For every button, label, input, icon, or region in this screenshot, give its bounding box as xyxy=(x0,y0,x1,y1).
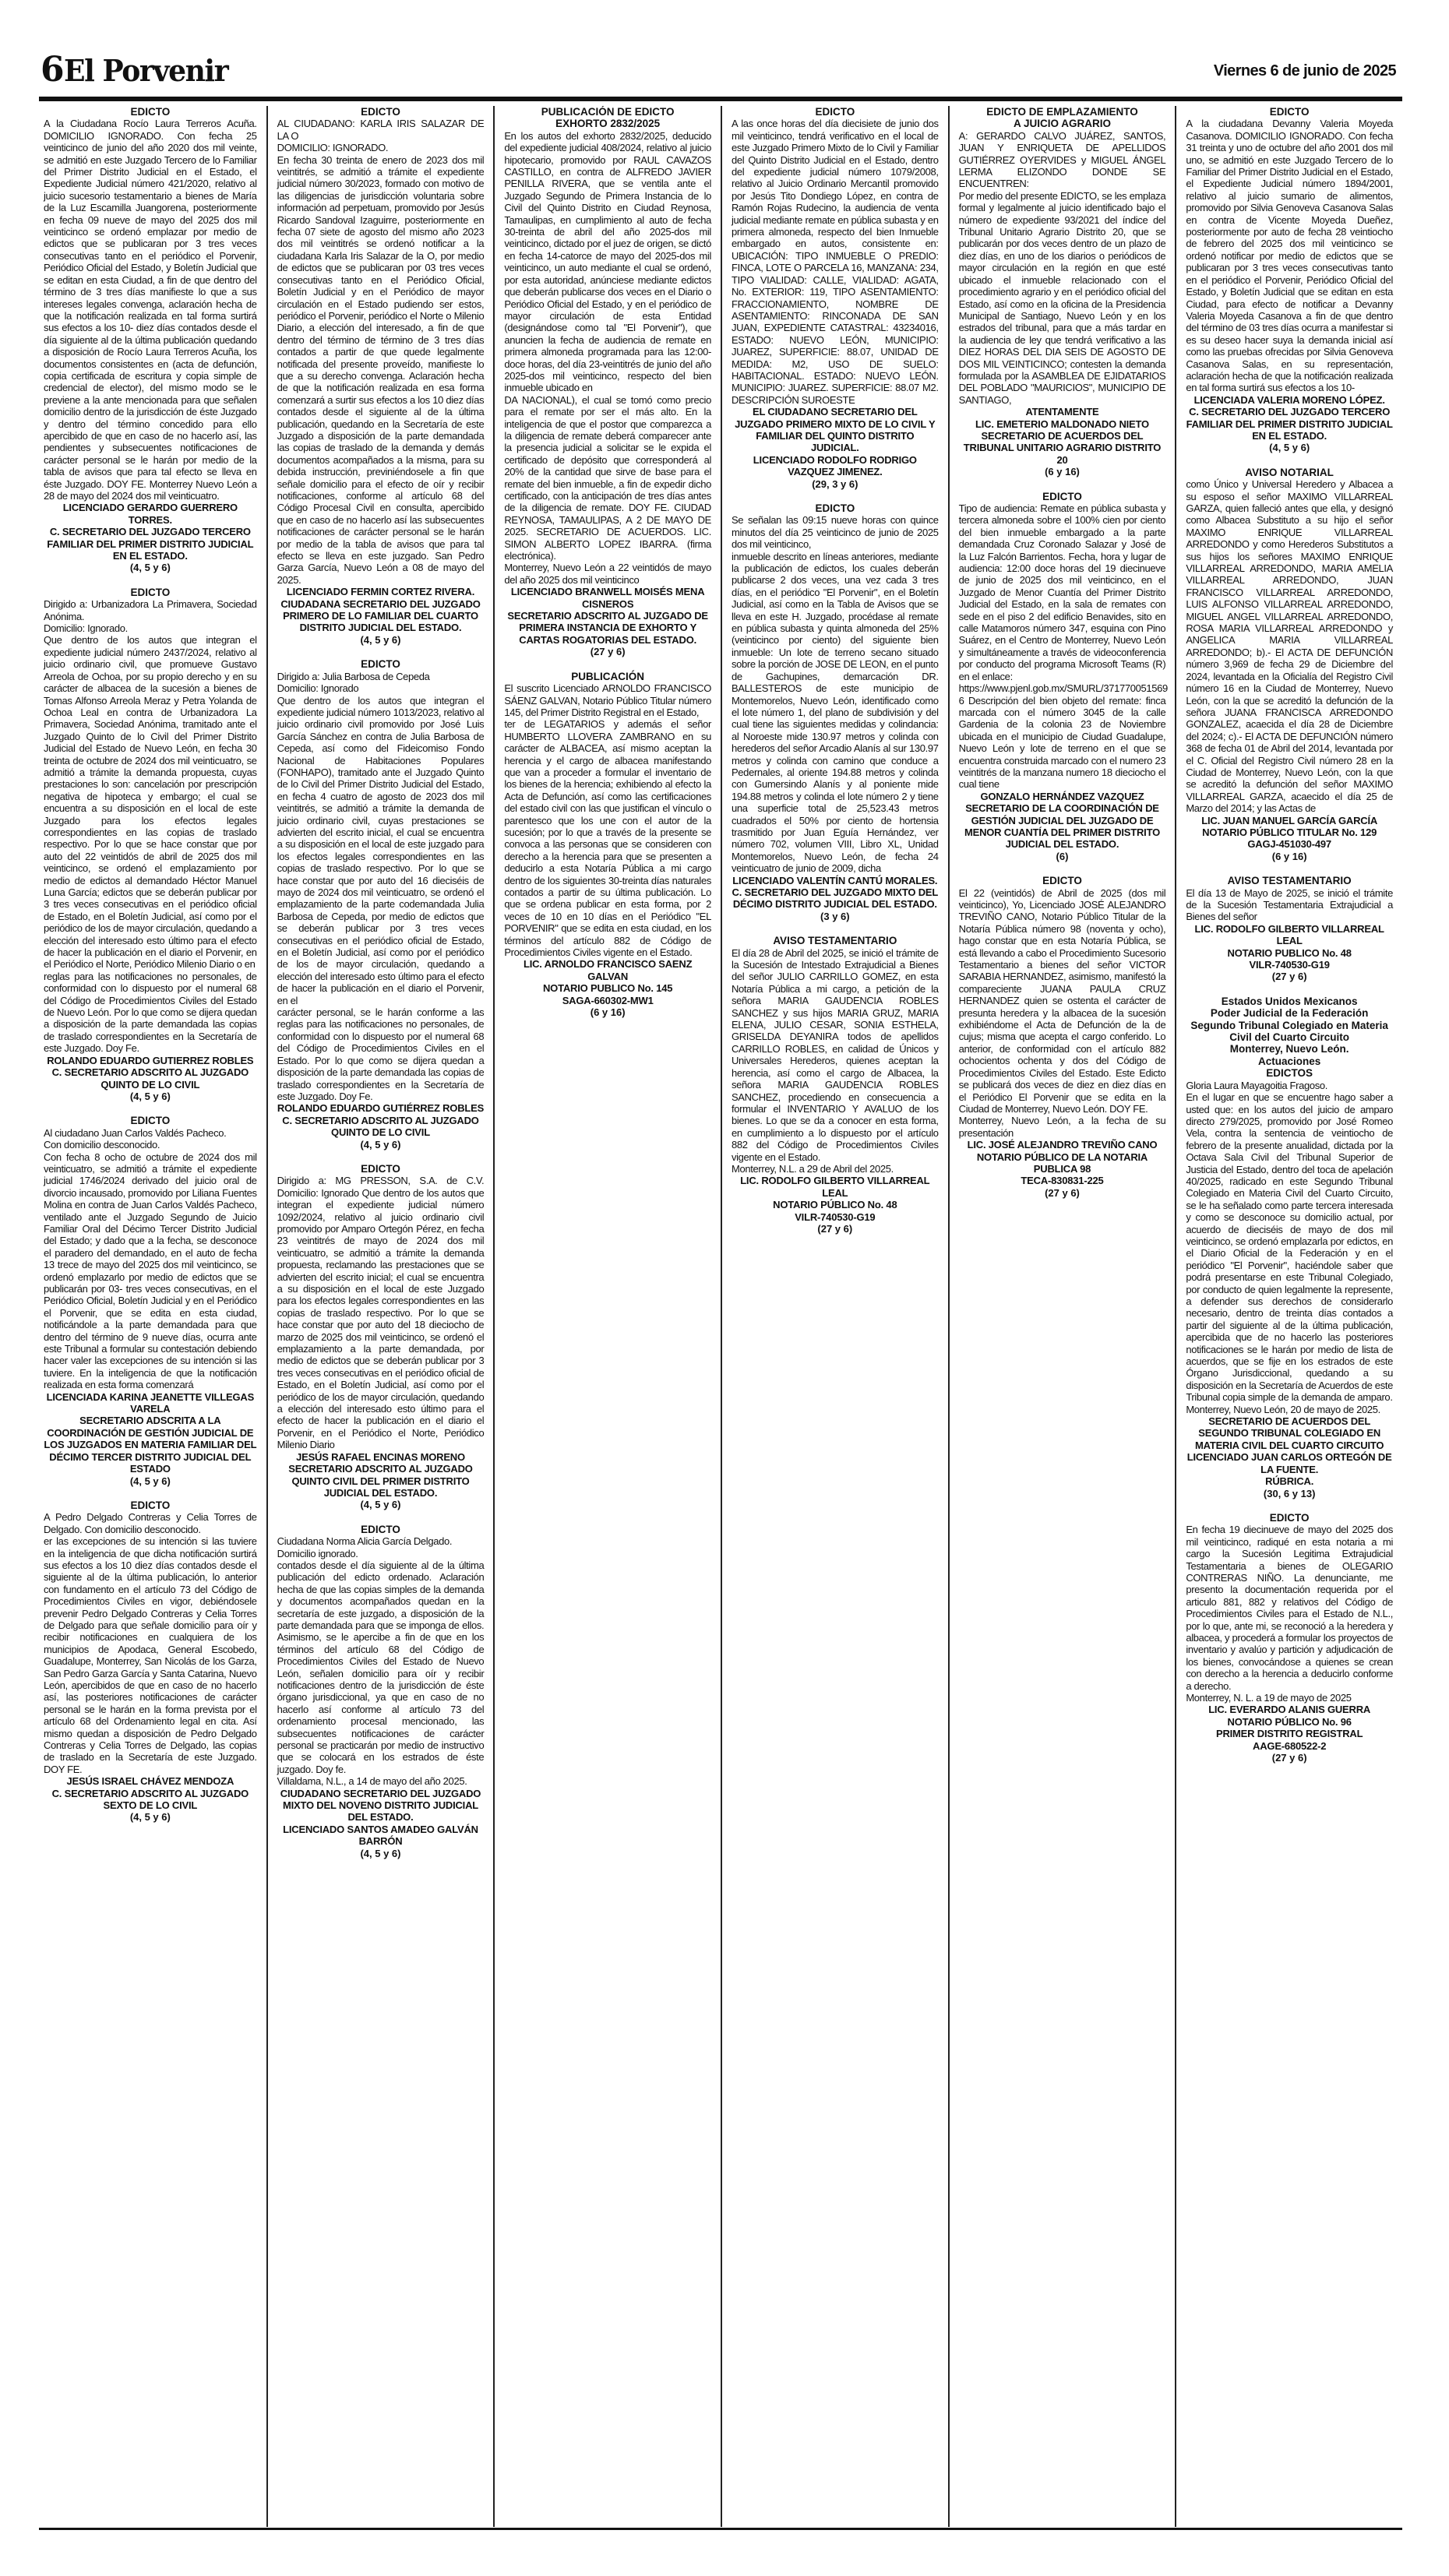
column-3 xyxy=(493,106,721,2527)
masthead xyxy=(39,51,1410,92)
notice-signature: LIC. ARNOLDO FRANCISCO SAENZ GALVAN xyxy=(523,958,693,982)
publication-dates: (4, 5 y 6) xyxy=(360,1499,401,1511)
notice-signature: NOTARIO PUBLICO No. 145 xyxy=(542,982,673,995)
notice-signature: C. SECRETARIO DEL JUZGADO MIXTO DEL DÉCIMO DISTRITO JUDICIAL DEL ESTADO. xyxy=(732,886,939,911)
notice-title: EDICTO xyxy=(130,1115,171,1127)
notice-paragraph: Dirigido a: MG PRESSON, S.A. de C.V. Domicilio: Ignorado Que dentro de los autos que integran el expediente judicial número 1092/2024, relativo al juicio ordinario civil promovido por Amparo Ortegón Pérez, en fecha 23 veintitrés de mayo de 2024 dos mil veinticuatro, se admitió a trámite la demanda propuesta, reclamando las prestaciones que se advierten del escrito inicial; el cual se encuentra a su disposición en el local de este Juzgado para los efectos legales correspondientes en las copias de traslado respectivo. Por lo que se hace constar que por auto del 18 dieciocho de marzo de 2025 dos mil veinticinco, se ordenó el emplazamiento a la parte demandada, por medio de edictos que se deberán publicar por 3 tres veces consecutivas en el periódico oficial de Estado, en el Boletín Judicial, así como por el periódico de los de mayor circulación, quedando a elección del interesado esto último para el efecto de hacer la publicación en el diario el Porvenir, en el Periódico el Norte, Periódico Milenio Diario xyxy=(277,1175,485,1451)
notice-signature: LIC. RODOLFO GILBERTO VILLARREAL LEAL xyxy=(740,1175,930,1199)
notice-body xyxy=(732,118,939,406)
notice-signature: VILR-740530-G19 xyxy=(795,1210,876,1223)
notice-title: EDICTO xyxy=(1042,490,1082,502)
publication-dates: (6 y 16) xyxy=(590,1006,626,1019)
notice-paragraph: Villaldama, N.L., a 14 de mayo del año 2025. xyxy=(277,1775,467,1788)
issue-date: Viernes 6 de junio de 2025 xyxy=(1213,62,1396,79)
notice-signature: LIC. EVERARDO ALANIS GUERRA xyxy=(1208,1704,1371,1716)
notice-body xyxy=(959,130,1166,406)
legal-notice xyxy=(44,587,257,1102)
notice-paragraph: Domicilio: Ignorado xyxy=(277,682,359,695)
notice-body xyxy=(44,1127,257,1391)
publication-dates: (6 y 16) xyxy=(1045,466,1080,478)
notice-signature: C. SECRETARIO DEL JUZGADO TERCERO FAMILIAR DEL PRIMER DISTRITO JUDICIAL EN EL ESTADO. xyxy=(1186,406,1393,442)
notice-signature: RÚBRICA. xyxy=(1265,1475,1314,1488)
notice-title: EDICTO xyxy=(130,586,171,598)
notice-paragraph: ter de LEGATARIOS y además el señor HUMBERTO LLOVERA ZAMBRANO en su carácter de ALBACEA, así mismo aceptan la herencia y el cargo de albacea manifestando que van a proceder a formular el inventario de los bienes de la herencia; exhibiendo al efecto la Acta de Defunción, así como las certificaciones del estado civil con las que justifican el vínculo o parentesco que los une con el autor de la sucesión; por lo que a través de la presente se convoca a las personas que se consideren con derecho a la herencia para que se presenten a deducirlo a esta Notaría Pública a mi cargo dentro de los siguientes 30-treinta días naturales contados a partir de su última publicación. Lo que se ordena publicar en esta forma, por 2 veces de 10 en 10 días en el Periódico "EL PORVENIR" que se edita en esta ciudad, en los términos del artículo 882 de Código de Procedimientos Civiles vigente en el Estado. xyxy=(504,718,711,959)
notice-title: EDICTO xyxy=(361,1162,400,1175)
notice-signature: LIC. JOSÉ ALEJANDRO TREVIÑO CANO xyxy=(967,1139,1158,1151)
notice-signature: SAGA-660302-MW1 xyxy=(562,994,654,1006)
publication-dates: (4, 5 y 6) xyxy=(360,633,401,646)
notice-title: PUBLICACIÓN xyxy=(571,670,645,682)
notice-signature: ROLANDO EDUARDO GUTIERREZ ROBLES xyxy=(47,1054,254,1066)
notice-paragraph: Domicilio: Ignorado. xyxy=(44,622,128,635)
notice-paragraph: En los autos del exhorto 2832/2025, deducido del expediente judicial 408/2024, relativo al juicio hipotecario, promovido por RAUL CAVAZOS CASTILLO, en contra de ALFREDO JAVIER PENILLA RIVERA, que se ventila ante el Juzgado Segundo de Primera Instancia de lo Civil del Quinto Distrito en Ciudad Reynosa, Tamaulipas, en cumplimiento al auto de fecha 30-treinta de abril del año 2025-dos mil veinticinco, dictado por el juez de origen, se dictó en fecha 14-catorce de mayo del 2025-dos mil veinticinco, un auto mediante el cual se ordenó, por esta autoridad, anúnciese mediante edictos que deberán publicarse dos veces en el Diario o Periódico Oficial del Estado, y en el periódico de mayor circulación de esta Entidad (designándose como tal "El Porvenir"), que anuncien la fecha de audiencia de remate en primera almoneda programada para las 12:00-doce horas, del día 23-veintitrés de junio del año 2025-dos mil veinticinco, respecto del bien inmueble ubicado en xyxy=(504,129,711,394)
notice-signature: NOTARIO PUBLICO No. 48 xyxy=(1227,946,1352,959)
publication-dates: (27 y 6) xyxy=(1045,1186,1080,1199)
legal-notice xyxy=(1186,106,1393,454)
notice-body xyxy=(959,502,1166,791)
legal-notice xyxy=(1186,996,1393,1499)
publication-dates: (6 y 16) xyxy=(1271,850,1307,862)
notice-paragraph: A la Ciudadana Rocío Laura Terreros Acuña. DOMICILIO IGNORADO. Con fecha 25 veinticinco de junio del año 2020 dos mil veinte, se admitió en este Juzgado Tercero de lo Familiar del Primer Distrito Judicial en el Estado, el Expediente Judicial número 421/2020, relativo al juicio sucesorio testamentario a bienes de María de la Luz Escamilla Juangorena, posteriormente en fecha 09 nueve de mayo del 2025 dos mil veinticinco se ordenó emplazar por medio de edictos que se publicaran por 3 tres veces consecutivas tanto en el periódico el Porvenir, Periódico Oficial del Estado, y Boletín Judicial que se editan en esta Ciudad, a fin de que dentro del término de 3 tres días manifieste lo que a sus intereses legales convenga, aclaración hecha de que la notificación realizada en tal forma surtirá sus efectos a los 10- diez días contados desde el día siguiente al de la última publicación quedando a disposición de Rocío Laura Terreros Acuña, los documentos consistentes en (acta de defunción, copia certificada de escritura y copia simple de credencial de elector), del mismo modo se le previene a la ante mencionada para que señalen domicilio dentro de la jurisdicción de éste Juzgado y dentro del término concedido para ello apercibido de que en caso de no hacerlo así, las pendientes y subsecuentes notificaciones de carácter personal se le harán por medio de la tabla de avisos que para tal efecto se lleva en éste Juzgado. DOY FE. Monterrey Nuevo León a 28 de mayo del 2024 dos mil veinticuatro. xyxy=(44,118,257,502)
notice-signature: LICENCIADO BRANWELL MOISÉS MENA CISNEROS xyxy=(510,586,705,610)
notice-title: EDICTO xyxy=(361,1523,400,1535)
notice-body xyxy=(277,1535,485,1788)
notice-paragraph: Con fecha 8 ocho de octubre de 2024 dos mil veinticuatro, se admitió a trámite el expediente judicial 1746/2024 derivado del juicio oral de divorcio incausado, promovido por Liliana Fuentes Molina en contra de Juan Carlos Valdés Pacheco, ventilado ante el Juzgado Segundo de Juicio Familiar Oral del Décimo Tercer Distrito Judicial del Estado; y dado que a la fecha, se desconoce el paradero del demandado, en el auto de fecha 13 trece de mayo del 2025 dos mil veinticinco, se ordenó emplazarlo por medio de edictos que se publicarán por 03- tres veces consecutivas, en el Periódico Oficial, Boletín Judicial y en el Periódico el Porvenir, que se edita en esta ciudad, notificándole a la parte demandada para que dentro del término de 9 nueve días, ocurra ante este Tribunal a formular su contestación debiendo hacer valer las excepciones de su intención si las tuviere. En la inteligencia de que la notificación realizada en esta forma comenzará xyxy=(44,1151,257,1391)
notice-signature: ROLANDO EDUARDO GUTIÉRREZ ROBLES xyxy=(277,1102,485,1115)
legal-notice xyxy=(732,935,939,1235)
notice-paragraph: Monterrey, Nuevo León, 20 de mayo de 2025. xyxy=(1186,1403,1380,1415)
publication-dates: (4, 5 y 6) xyxy=(360,1847,401,1859)
notice-title: AVISO TESTAMENTARIO xyxy=(773,935,897,947)
notice-paragraph: En el lugar en que se encuentre hago saber a usted que: en los autos del juicio de amparo directo 279/2025, promovido por José Romeo Vela, contra la sentencia de veintiocho de febrero de la presente anualidad, dictada por la Octava Sala Civil del Tribunal Superior de Justicia del Estado, dentro del toca de apelación 40/2025, radicado en este Segundo Tribunal Colegiado en Materia Civil del Cuarto Circuito, se le ha señalado como parte tercera interesada y como se desconoce su domicilio actual, por acuerdo de dieciséis de mayo de dos mil veinticinco, se ordenó emplazarla por edictos, en el Diario Oficial de la Federación y en el periódico "El Porvenir", haciéndole saber que podrá presentarse en este Tribunal Colegiado, por conducto de quien legalmente la represente, a defender sus derechos de considerarlo necesario, dentro de treinta días contados a partir del siguiente al de la última publicación, apercibida que de no hacerlo las posteriores notificaciones se le harán por medio de lista de acuerdos, que se fije en los estrados de este Órgano Jurisdiccional, quedando a su disposición en la Secretaría de Acuerdos de este Tribunal copia simple de la demanda de amparo. xyxy=(1186,1091,1393,1404)
legal-notice xyxy=(504,106,711,658)
notice-paragraph: Que dentro de los autos que integran el expediente judicial número 2437/2024, relativo al juicio ordinario civil, que promueve Gustavo Arreola de Ochoa, por su propio derecho y en su carácter de albacea de la sucesión a bienes de Tomas Alfonso Arreola Meraz y Petra Yolanda de Ochoa Leal en contra de Urbanizadora La Primavera, Sociedad Anónima, tramitado ante el Juzgado Quinto de lo Civil del Primer Distrito Judicial del Estado de Nuevo León, en fecha 30 treinta de octubre de 2024 dos mil veinticuatro, se admitió a trámite la demanda propuesta, cuyas prestaciones lo son: cancelación por prescripción negativa de hipoteca y embargo; el cual se encuentra a su disposición en el local de este Juzgado para los efectos legales correspondientes en las copias de traslado respectivo. Por lo que se hace constar que por auto del 22 veintidós de abril de 2025 dos mil veinticinco, se ordenó el emplazamiento por medio de edictos al demandado Héctor Manuel Luna García; edictos que se deberán publicar por 3 tres veces consecutivas en el periódico oficial de Estado, en el Boletín Judicial, así como por el periódico de los de mayor circulación, quedando a elección del interesado esto último para el efecto de hacer la publicación en el diario el Porvenir, en el Periódico el Norte, Periódico Milenio Diario o en xyxy=(44,634,257,971)
notice-paragraph: El 22 (veintidós) de Abril de 2025 (dos mil veinticinco), Yo, Licenciado JOSÉ ALEJANDRO TREVIÑO CANO, Notario Público Titular de la Notaría Pública número 98 (noventa y ocho), hago constar que en esta Notaría Pública, se está llevando a cabo el Procedimiento Sucesorio Testamentario a bienes del señor VICTOR SARABIA HERNANDEZ, asimismo, manifestó la compareciente JUANA PAULA CRUZ HERNANDEZ quien se ostenta el carácter de presunta heredera y la albacea de la sucesión exhibiéndome el Acta de Defunción de la de cujus; misma que acepta el cargo conferido. Lo anterior, de conformidad con el artículo 882 ochocientos ochenta y dos del Código de Procedimientos Civiles del Estado. Este Edicto se publicará dos veces de diez en diez días en el Periódico El Porvenir que se edita en la Ciudad de Monterrey, Nuevo León. DOY FE. xyxy=(958,886,1166,1115)
column-5 xyxy=(948,106,1176,2527)
legal-notice xyxy=(277,658,485,1151)
notice-columns xyxy=(39,106,1402,2527)
notice-paragraph: contados desde el día siguiente al de la última publicación del edicto ordenado. Aclaración hecha de que las copias simples de la demanda y documentos acompañados quedan en la secretaría de este juzgado, a disposición de la parte demandada para que se imponga de ellos. Asimismo, se le apercibe a fin de que en los términos del artículo 68 del Código de Procedimientos Civiles del Estado de Nuevo León, señalen domicilio para oír y recibir notificaciones dentro de la jurisdicción de éste órgano jurisdiccional, ya que en caso de no hacerlo así conforme al artículo 73 del ordenamiento procesal mencionado, las subsecuentes notificaciones de carácter personal se practicarán por medio de instructivo que se colocará en los estrados de éste juzgado. Doy fe. xyxy=(277,1559,485,1775)
notice-paragraph: Por medio del presente EDICTO, se les emplaza formal y legalmente al juicio identificado bajo el número de expediente 93/2021 del índice del Tribunal Unitario Agrario Distrito 20, que se publicarán por dos veces dentro de un plazo de diez días, en uno de los diarios o periódicos de mayor circulación en la región en que esté ubicado el inmueble relacionado con el procedimiento agrario y en el periódico oficial del Estado, así como en la oficina de la Presidencia Municipal de Santiago, Nuevo León y en los estrados del tribunal, para que a más tardar en la audiencia de ley que tendrá verificativo a las DIEZ HORAS DEL DIA SEIS DE AGOSTO DE DOS MIL VEINTICINCO; contesten la demanda formulada por la ASAMBLEA DE EJIDATARIOS DEL POBLADO "MAURICIOS", MUNICIPIO DE SANTIAGO, xyxy=(958,189,1166,406)
publication-dates: (4, 5 y 6) xyxy=(129,1811,171,1824)
notice-signature: C. SECRETARIO ADSCRITO AL JUZGADO SEXTO DE LO CIVIL xyxy=(51,1787,249,1812)
notice-signature: LICENCIADO GERARDO GUERRERO TORRES. xyxy=(62,502,238,526)
notice-paragraph: El día 28 de Abril del 2025, se inició el trámite de la Sucesión de Intestado Extrajudicial a Bienes del señor JULIO CARRILLO GOMEZ, en esta Notaría Pública a mi cargo, a petición de la señora MARIA GAUDENCIA ROBLES SANCHEZ y sus hijos MARIA GRUZ, MARIA ELENA, JULIO CESAR, SONIA ESTHELA, GRISELDA DEYANIRA todos de apellidos CARRILLO ROBLES, en calidad de Únicos y Universales Herederos, quienes aceptan la herencia, así como el cargo de Albacea, la señora MARIA GAUDENCIA ROBLES SANCHEZ, procediendo en consecuencia a formular el INVENTARIO Y AVALUO de los bienes. Lo que se da a conocer en esta forma, en cumplimiento a lo dispuesto por el artículo 882 del Código de Procedimientos Civiles vigente en el Estado. xyxy=(731,946,939,1163)
notice-signature: CIUDADANA SECRETARIO DEL JUZGADO PRIMERO DE LO FAMILIAR DEL CUARTO DISTRITO JUDICIAL DEL ESTADO. xyxy=(280,597,481,634)
notice-body xyxy=(44,1511,257,1775)
notice-signature: VILR-740530-G19 xyxy=(1249,959,1330,971)
notice-paragraph: Con domicilio desconocido. xyxy=(44,1139,160,1151)
publication-dates: (27 y 6) xyxy=(1271,1752,1307,1764)
page-number: 6 xyxy=(41,50,65,90)
notice-paragraph: En fecha 19 diecinueve de mayo del 2025 dos mil veinticinco, radiqué en esta notaria a mi cargo la Sucesión Legitima Extrajudicial Testamentaria a bienes de OLEGARIO CONTRERAS NIÑO. La denunciante, me presento la documentación requerida por el articulo 881, 882 y relativos del Código de Procedimientos Civiles para el Estado de N.L., por lo que, ante mi, se reconoció a la heredera y albacea, y procederá a formular los proyectos de inventario y avalúo y partición y adjudicación de los bienes, convocándose a quienes se crean con derecho a la herencia a deducirlo conforme a derecho. xyxy=(1186,1524,1393,1692)
notice-paragraph: Al ciudadano Juan Carlos Valdés Pacheco. xyxy=(44,1126,227,1139)
notice-signature: LICENCIADO RODOLFO RODRIGO VAZQUEZ JIMENEZ. xyxy=(753,453,917,478)
publication-dates: (4, 5 y 6) xyxy=(360,1138,401,1151)
notice-signature: GONZALO HERNÁNDEZ VAZQUEZ xyxy=(980,790,1144,802)
notice-paragraph: A Pedro Delgado Contreras y Celia Torres de Delgado. Con domicilio desconocido. xyxy=(44,1511,257,1535)
notice-signature: SECRETARIO DE ACUERDOS DEL TRIBUNAL UNITARIO AGRARIO DISTRITO 20 xyxy=(963,429,1162,466)
publication-dates: (27 y 6) xyxy=(817,1222,853,1235)
notice-title: EDICTO xyxy=(815,106,855,118)
notice-body xyxy=(1186,887,1393,923)
notice-signature: SECRETARIO ADSCRITA A LA COORDINACIÓN DE GESTIÓN JUDICIAL DE LOS JUZGADOS EN MATERIA FAMILIAR DEL DÉCIMO TERCER DISTRITO JUDICIAL DEL ESTADO xyxy=(44,1415,257,1475)
notice-title: Estados Unidos Mexicanos xyxy=(1221,995,1358,1007)
notice-body xyxy=(1186,478,1393,814)
legal-notice xyxy=(504,671,711,1019)
notice-title: EDICTO DE EMPLAZAMIENTO xyxy=(986,106,1138,118)
notice-signature: JESÚS RAFAEL ENCINAS MORENO xyxy=(296,1450,465,1463)
legal-notice xyxy=(44,1115,257,1487)
notice-paragraph: Dirigido a: Julia Barbosa de Cepeda xyxy=(277,670,430,682)
notice-paragraph: A: GERARDO CALVO JUÁREZ, SANTOS, JUAN Y ENRIQUETA DE APELLIDOS GUTIÉRREZ OYERVIDES y MIGUEL ÁNGEL LERMA ELIZONDO DONDE SE ENCUENTREN: xyxy=(958,129,1166,190)
column-6 xyxy=(1175,106,1402,2527)
publication-dates: (6) xyxy=(1056,850,1069,862)
publication-dates: (30, 6 y 13) xyxy=(1263,1487,1316,1499)
publication-dates: (27 y 6) xyxy=(1271,971,1307,983)
publication-dates: (29, 3 y 6) xyxy=(812,477,858,490)
notice-signature: JESÚS ISRAEL CHÁVEZ MENDOZA xyxy=(66,1775,234,1788)
notice-paragraph: AL CIUDADANO: KARLA IRIS SALAZAR DE LA O xyxy=(277,118,485,142)
publication-dates: (4, 5 y 6) xyxy=(129,562,171,574)
legal-notice xyxy=(277,1163,485,1511)
notice-paragraph: https://www.pjenl.gob.mx/SMURL/371770051569 6 Descripción del bien objeto del remate: finca marcada con el número 3045 de la calle Gardenia de la colonia 23 de Noviembre ubicada en el municipio de Ciudad Guadalupe, Nuevo León y lote de terreno en el que se encuentra construida marcado con el numero 23 veintitrés de la manzana numero 18 dieciocho el cual tiene xyxy=(958,682,1168,791)
notice-title: AVISO TESTAMENTARIO xyxy=(1227,875,1352,887)
notice-signature: LICENCIADA VALERIA MORENO LÓPEZ. xyxy=(1193,393,1385,406)
notice-title: AVISO NOTARIAL xyxy=(1245,466,1334,478)
notice-title: EDICTO xyxy=(1269,106,1310,118)
notice-signature: SECRETARIO DE ACUERDOS DEL SEGUNDO TRIBUNAL COLEGIADO EN MATERIA CIVIL DEL CUARTO CIRCUITO xyxy=(1194,1415,1384,1451)
legal-notice xyxy=(732,502,939,922)
publication-dates: (4, 5 y 6) xyxy=(129,1475,171,1487)
notice-title: Poder Judicial de la Federación xyxy=(1210,1007,1369,1020)
publication-dates: (4, 5 y 6) xyxy=(1269,442,1310,454)
notice-signature: C. SECRETARIO ADSCRITO AL JUZGADO QUINTO DE LO CIVIL xyxy=(282,1114,479,1139)
notice-title: Actuaciones xyxy=(1258,1055,1321,1067)
notice-title: EDICTO xyxy=(361,106,400,118)
notice-title: EDICTO xyxy=(1042,875,1082,887)
notice-signature: NOTARIO PÚBLICO TITULAR No. 129 xyxy=(1202,826,1377,838)
notice-paragraph: Gloria Laura Mayagoitia Fragoso. xyxy=(1186,1079,1328,1091)
notice-signature: LIC. JUAN MANUEL GARCÍA GARCÍA xyxy=(1201,814,1378,826)
legal-notice xyxy=(1186,875,1393,983)
notice-body xyxy=(504,130,711,586)
notice-title: Segundo Tribunal Colegiado en Materia Civil del Cuarto Circuito xyxy=(1190,1019,1388,1044)
notice-title: EDICTO xyxy=(361,658,400,671)
notice-paragraph: er las excepciones de su intención si las tuviere en la inteligencia de que dicha notificación surtirá sus efectos a los 10 diez días contados desde el siguiente al de la última publicación, lo anterior con fundamento en el artículo 73 del Código de Procedimientos Civiles en vigor, debiéndosele prevenir Pedro Delgado Contreras y Celia Torres de Delgado para que señale domicilio para oír y recibir notificaciones en cualquiera de los municipios de Apodaca, General Escobedo, Guadalupe, Monterrey, San Nicolás de los Garza, San Pedro Garza García y Santa Catarina, Nuevo León, apercibidos de que en caso de no hacerlo así, las posteriores notificaciones de carácter personal se le harán en la forma prevista por el artículo 68 del Ordenamiento legal en cita. Así mismo quedan a disposición de Pedro Delgado Contreras y Celia Torres de Delgado, las copias de traslado en la Secretaría de este Juzgado. DOY FE. xyxy=(44,1535,257,1775)
notice-title: EXHORTO 2832/2025 xyxy=(555,118,661,130)
notice-signature: LICENCIADO FERMIN CORTEZ RIVERA. xyxy=(286,586,475,598)
notice-signature: C. SECRETARIO DEL JUZGADO TERCERO FAMILIAR DEL PRIMER DISTRITO JUDICIAL EN EL ESTADO. xyxy=(47,526,254,562)
notice-title: PUBLICACIÓN DE EDICTO xyxy=(541,106,675,118)
notice-signature: LIC. RODOLFO GILBERTO VILLARREAL LEAL xyxy=(1194,922,1384,947)
notice-signature: LICENCIADO JUAN CARLOS ORTEGÓN DE LA FUENTE. xyxy=(1186,1451,1392,1475)
notice-paragraph: DOMICILIO: IGNORADO. xyxy=(277,142,389,154)
notice-paragraph: El suscrito Licenciado ARNOLDO FRANCISCO SÁENZ GALVAN, Notario Público Titular número 145, del Primer Distrito Registral en el Estado, xyxy=(504,682,711,718)
notice-title: EDICTOS xyxy=(1266,1067,1313,1080)
legal-notice xyxy=(44,1499,257,1824)
notice-paragraph: Monterrey, Nuevo León, a la fecha de su presentación xyxy=(958,1115,1166,1139)
notice-paragraph: A la ciudadana Devanny Valeria Moyeda Casanova. DOMICILIO IGNORADO. Con fecha 31 treinta y uno de octubre del año 2001 dos mil uno, se admitió en este Juzgado Tercero de lo Familiar del Primer Distrito Judicial en el Estado, el Expediente Judicial número 1894/2001, relativo al juicio sumario de alimentos, promovido por Silvia Genoveva Casanova Salas en contra de Vicente Moyeda Dueñez, posteriormente por auto de fecha 28 veintiocho de febrero del 2025 dos mil veinticinco se ordenó notificar por medio de edictos que se publicaran por 3 tres veces consecutivas tanto en el periódico el Porvenir, Periódico Oficial del Estado, y Boletín Judicial que se editan en esta Ciudad, para efecto de notificar a Devanny Valeria Moyeda Casanova a fin de que dentro del término de 03 tres días ocurra a manifestar si es su deseo hacer suya la demanda inicial así como las pruebas ofrecidas por Silvia Genoveva Casanova Salas, en su representación, aclaración hecha de que la notificación realizada en tal forma surtirá sus efectos a los 10- xyxy=(1186,118,1393,394)
notice-title: EDICTO xyxy=(130,1499,171,1511)
column-4 xyxy=(721,106,948,2527)
notice-signature: SECRETARIO ADSCRITO AL JUZGADO DE PRIMERA INSTANCIA DE EXHORTO Y CARTAS ROGATORIAS DEL ESTADO. xyxy=(507,610,708,646)
notice-signature: EL CIUDADANO SECRETARIO DEL JUZGADO PRIMERO MIXTO DE LO CIVIL Y FAMILIAR DEL QUINTO DISTRITO JUDICIAL. xyxy=(735,406,936,454)
notice-signature: LICENCIADO VALENTÍN CANTÚ MORALES. xyxy=(732,874,938,886)
notice-body xyxy=(504,682,711,958)
notice-paragraph: reglas para las notificaciones no personales, de conformidad con lo dispuesto por el numeral 68 del Código de Procedimientos Civiles del Estado de Nuevo León. Por lo que como se dijera quedan a disposición de la parte demandada las copias de traslado correspondientes en la Secretaría de este Juzgado. Doy Fe. xyxy=(44,970,257,1055)
notice-paragraph: inmueble descrito en líneas anteriores, mediante la publicación de edictos, los cuales deberán publicarse 2 dos veces, una vez cada 3 tres días, en el periódico "El Porvenir", en el Boletín Judicial, así como en la Tabla de Avisos que se lleva en este H. Juzgado, procédase al remate en pública subasta y quinta almoneda del 25% (veinticinco por ciento) del siguiente bien inmueble: Un lote de terreno secano situado sobre la porción de JOSE DE LEON, en el punto de Gachupines, demarcación DR. BALLESTEROS de este municipio de Montemorelos, Nuevo León, identificado como el lote número 1, del plano de subdivisión y del cual tiene las siguientes medidas y colindancia: al Noroeste mide 130.97 metros y colinda con herederos del señor Arcadio Alanís al sur 130.97 metros y colinda con camino que conduce a Pedernales, al oriente 194.88 metros y colinda con Gumersindo Alanís y al poniente mide 194.88 metros y colinda el lote número 2 y tiene una superficie total de 25,523.43 metros cuadrados el 50% por ciento de hortensia trasmitido por Juan Eguía Hernández, ver número 702, volumen VIII, Libro XL, Unidad Montemorelos, Nuevo León, de fecha 24 veinticuatro de junio de 2009, dicha xyxy=(731,550,939,875)
notice-paragraph: DA NACIONAL), el cual se tomó como precio para el remate por ser el más alto. En la inteligencia de que el postor que comparezca a la diligencia de remate deberá comparecer ante la presencia judicial a solicitar se le expida el certificado de depósito que corresponderá al 20% de la cantidad que sirve de base para el remate del bien inmueble, a fin de expedir dicho certificado, con la anticipación de tres días antes de la diligencia de remate. DOY FE. CIUDAD REYNOSA, TAMAULIPAS, A 2 DE MAYO DE 2025. SECRETARIO DE ACUERDOS. LIC. SIMON ALBERTO LOPEZ IBARRA. (firma electrónica). xyxy=(504,393,711,562)
newspaper-logo: El Porvenir xyxy=(64,53,228,88)
bottom-rule xyxy=(39,2528,1402,2530)
notice-paragraph: En fecha 30 treinta de enero de 2023 dos mil veintitrés, se admitió a trámite el expediente judicial número 30/2023, formado con motivo de las diligencias de jurisdicción voluntaria sobre información ad perpetuam, promovido por Jesús Ricardo Sandoval Izaguirre, posteriormente en fecha 07 siete de agosto del mismo año 2023 dos mil veintitrés se ordenó notificar a la ciudadana Karla Iris Salazar de la O, por medio de edictos que se publicaran por 03 tres veces consecutivas tanto en el Periódico Oficial, Boletín Judicial y en el Periódico de mayor circulación en el Estado pudiendo ser estos, periódico el Porvenir, periódico el Norte o Milenio Diario, a elección del interesado, a fin de que dentro del término de término de 3 tres días contados a partir de que quede legalmente notificada del presente proveído, manifieste lo que a su derecho convenga. Aclaración hecha de que la notificación realizada en esa forma comenzará a surtir sus efectos a los 10 diez días contados desde el siguiente al de la última publicación, quedando en la Secretaría de este Juzgado a disposición de la parte demandada las copias de traslado de la demanda y demás documentos acompañados a la misma, para su debida instrucción, previniéndosele a fin que señale domicilio para el efecto de oír y recibir notificaciones, conforme al artículo 68 del Código Procesal Civil en consulta, apercibido que en caso de no hacerlo así las subsecuentes notificaciones de carácter personal se le harán por medio de la tabla de avisos que para tal efecto se lleva en este juzgado. San Pedro Garza García, Nuevo León a 08 de mayo del 2025. xyxy=(277,153,485,586)
notice-paragraph: carácter personal, se le harán conforme a las reglas para las notificaciones no personales, de conformidad con lo dispuesto por el numeral 68 del Código de Procedimientos Civiles en el Estado. Por lo que como se dijera quedan a disposición de la parte demandada las copias de traslado correspondientes en la Secretaría de este Juzgado. Doy Fe. xyxy=(277,1006,485,1102)
notice-title: EDICTO xyxy=(815,502,855,514)
legal-notice xyxy=(44,106,257,574)
notice-body xyxy=(1186,1524,1393,1704)
notice-title: EDICTO xyxy=(130,106,171,118)
notice-paragraph: Se señalan las 09:15 nueve horas con quince minutos del día 25 veinticinco de junio de 2025 dos mil veinticinco, xyxy=(731,514,939,551)
notice-signature: LICENCIADO SANTOS AMADEO GALVÁN BARRÓN xyxy=(283,1823,478,1848)
publication-dates: (3 y 6) xyxy=(820,910,850,922)
legal-notice xyxy=(959,491,1166,863)
notice-signature: C. SECRETARIO ADSCRITO AL JUZGADO QUINTO DE LO CIVIL xyxy=(51,1066,249,1091)
publication-dates: (27 y 6) xyxy=(590,646,626,658)
notice-paragraph: Que dentro de los autos que integran el expediente judicial número 1013/2023, relativo al juicio ordinario civil promovido por José Luis García Sánchez en contra de Julia Barbosa de Cepeda, así como del Fideicomiso Fondo Nacional de Habitaciones Populares (FONHAPO), tramitado ante el Juzgado Quinto de lo Civil del Primer Distrito Judicial del Estado, en fecha 4 cuatro de agosto de 2023 dos mil veintitrés, se admitió a trámite la demanda de juicio ordinario civil, cuyas prestaciones se advierten del escrito inicial, el cual se encuentra a su disposición en el local de este juzgado para los efectos legales correspondientes en las copias de traslado respectivo. Por lo que se hace constar que por auto del 16 dieciséis de mayo de 2024 dos mil veinticuatro, se ordenó el emplazamiento de la parte codemandada Julia Barbosa de Cepeda, por medio de edictos que se deberán publicar por 3 tres veces consecutivas en el periódico oficial de Estado, en el Boletín Judicial, así como por el periódico de los de mayor circulación, quedando a elección del interesado esto último para el efecto de hacer la publicación en el diario el Porvenir, en el xyxy=(277,694,485,1006)
notice-body xyxy=(959,887,1166,1140)
notice-paragraph: Domicilio ignorado. xyxy=(277,1547,358,1559)
notice-paragraph: Tipo de audiencia: Remate en pública subasta y tercera almoneda sobre el 100% cien por ciento del bien inmueble embargado a la parte demandada Cruz Coronado Salazar y José de la Luz Falcón Barrientos. Fecha, hora y lugar de audiencia: 12:00 doce horas del 19 diecinueve de junio de 2025 dos mil veinticinco, en el Juzgado de Menor Cuantía del Primer Distrito Judicial del Estado, en la sala de remates con sede en el piso 2 del edificio Benavides, sito en calle Matamoros número 347, esquina con Pino Suárez, en el Centro de Monterrey, Nuevo León y simultáneamente a través de videoconferencia por conducto del programa Microsoft Teams (R) en el enlace: xyxy=(958,502,1166,682)
notice-paragraph: Monterrey, Nuevo León a 22 veintidós de mayo del año 2025 dos mil veinticinco xyxy=(504,562,711,586)
notice-signature: NOTARIO PÚBLICO DE LA NOTARIA PUBLICA 98 xyxy=(976,1151,1148,1175)
legal-notice xyxy=(959,106,1166,478)
notice-paragraph: como Único y Universal Heredero y Albacea a su esposo el señor MAXIMO VILLARREAL GARZA, quien falleció antes que ella, y designó como Albacea Substituto a su hijo el señor MAXIMO ENRIQUE VILLARREAL ARREDONDO y como Herederos Substitutos a sus hijos los señores MAXIMO ENRIQUE VILLARREAL ARREDONDO, MARIA AMELIA VILLARREAL ARREDONDO, JUAN FRANCISCO VILLARREAL ARREDONDO, LUIS ALFONSO VILLARREAL ARREDONDO, MIGUEL ANGEL VILLARREAL ARREDONDO, ROSA MARIA VILLARREAL ARREDONDO y ANGELICA MARIA VILLARREAL ARREDONDO; b).- El ACTA DE DEFUNCIÓN número 3,969 de fecha 29 de Diciembre del 2024, levantada en la Oficialía del Registro Civil número 16 en la Ciudad de Monterrey, Nuevo León, con la que se acreditó la defunción de la señora JUANA FRANCISCA ARREDONDO GONZALEZ, acaecida el día 28 de Diciembre del 2024; c).- El ACTA DE DEFUNCIÓN número 368 de fecha 01 de Abril del 2014, levantada por el C. Oficial del Registro Civil número 28 en la Ciudad de Monterrey, Nuevo León, con la que se acreditó la defunción del señor MAXIMO VILLARREAL GARZA, acaecido el día 25 de Marzo del 2014; y las Actas de xyxy=(1186,478,1393,815)
notice-body xyxy=(732,514,939,874)
notice-paragraph: Monterrey, N.L. a 29 de Abril del 2025. xyxy=(731,1162,894,1175)
notice-signature: GAGJ-451030-497 xyxy=(1247,838,1331,851)
notice-signature: LICENCIADA KARINA JEANETTE VILLEGAS VARELA xyxy=(46,1390,255,1415)
notice-paragraph: Ciudadana Norma Alicia García Delgado. xyxy=(277,1535,453,1548)
notice-body xyxy=(44,118,257,502)
notice-body xyxy=(732,947,939,1175)
notice-signature: TECA-830831-225 xyxy=(1021,1175,1104,1187)
top-rule xyxy=(39,97,1402,101)
legal-notice xyxy=(1186,1512,1393,1764)
publication-dates: (4, 5 y 6) xyxy=(129,1090,171,1102)
notice-signature: ATENTAMENTE xyxy=(1025,406,1099,418)
notice-signature: SECRETARIO ADSCRITO AL JUZGADO QUINTO CIVIL DEL PRIMER DISTRITO JUDICIAL DEL ESTADO. xyxy=(288,1463,473,1499)
notice-paragraph: El día 13 de Mayo de 2025, se inició el trámite de la Sucesión Testamentaria Extrajudicial a Bienes del señor xyxy=(1186,886,1393,923)
notice-title: Monterrey, Nuevo León. xyxy=(1229,1043,1349,1055)
legal-notice xyxy=(1186,467,1393,862)
notice-body xyxy=(277,118,485,586)
legal-notice xyxy=(732,106,939,490)
column-2 xyxy=(266,106,494,2527)
notice-title: EDICTO xyxy=(1269,1511,1310,1524)
notice-signature: SECRETARIO DE LA COORDINACIÓN DE GESTIÓN JUDICIAL DEL JUZGADO DE MENOR CUANTÍA DEL PRIMER DISTRITO JUDICIAL DEL ESTADO. xyxy=(964,802,1160,851)
notice-paragraph: Dirigido a: Urbanizadora La Primavera, Sociedad Anónima. xyxy=(44,598,257,622)
notice-body xyxy=(1186,118,1393,393)
notice-body xyxy=(277,1175,485,1450)
notice-signature: CIUDADANO SECRETARIO DEL JUZGADO MIXTO DEL NOVENO DISTRITO JUDICIAL DEL ESTADO. xyxy=(280,1787,481,1824)
legal-notice xyxy=(959,875,1166,1199)
notice-body xyxy=(1186,1080,1393,1415)
notice-signature: PRIMER DISTRITO REGISTRAL xyxy=(1215,1728,1363,1740)
notice-paragraph: A las once horas del día diecisiete de junio dos mil veinticinco, tendrá verificativo en el local de este Juzgado Primero Mixto de lo Civil y Familiar del Quinto Distrito Judicial en el Estado, dentro del expediente judicial número 1079/2008, relativo al Juicio Ordinario Mercantil promovido por Jesús Tito Dondiego López, en contra de Ramón Rojas Rudecino, la audiencia de venta judicial mediante remate en pública subasta y en primera almoneda, respecto del bien Inmueble embargado en autos, consistente en: UBICACIÓN: TIPO INMUEBLE O PREDIO: FINCA, LOTE O PARCELA 16, MANZANA: 234, TIPO VIALIDAD: CALLE, VIALIDAD: AGATA, No. EXTERIOR: 119, TIPO ASENTAMIENTO: FRACCIONAMIENTO, NOMBRE DE ASENTAMIENTO: RINCONADA DE SAN JUAN, EXPEDIENTE CATASTRAL: 43234016, ESTADO: NUEVO LEÓN, MUNICIPIO: JUAREZ, SUPERFICIE: 88.07, UNIDAD DE MEDIDA: M2, USO DE SUELO: HABITACIONAL. ESTADO: NUEVO LEÓN. MUNICIPIO: JUAREZ. SUPERFICIE: 88.07 M2. DESCRIPCIÓN SUROESTE xyxy=(731,118,939,406)
notice-body xyxy=(277,671,485,1103)
notice-signature: NOTARIO PÚBLICO No. 48 xyxy=(773,1199,897,1211)
notice-signature: NOTARIO PÚBLICO No. 96 xyxy=(1227,1715,1352,1728)
notice-title: A JUICIO AGRARIO xyxy=(1013,118,1111,130)
legal-notice xyxy=(277,1524,485,1859)
notice-paragraph: Monterrey, N. L. a 19 de mayo de 2025 xyxy=(1186,1692,1352,1704)
column-1 xyxy=(39,106,266,2527)
legal-notice xyxy=(277,106,485,646)
notice-signature: LIC. EMETERIO MALDONADO NIETO xyxy=(975,418,1149,430)
notice-body xyxy=(44,598,257,1054)
notice-signature: AAGE-680522-2 xyxy=(1253,1739,1327,1752)
